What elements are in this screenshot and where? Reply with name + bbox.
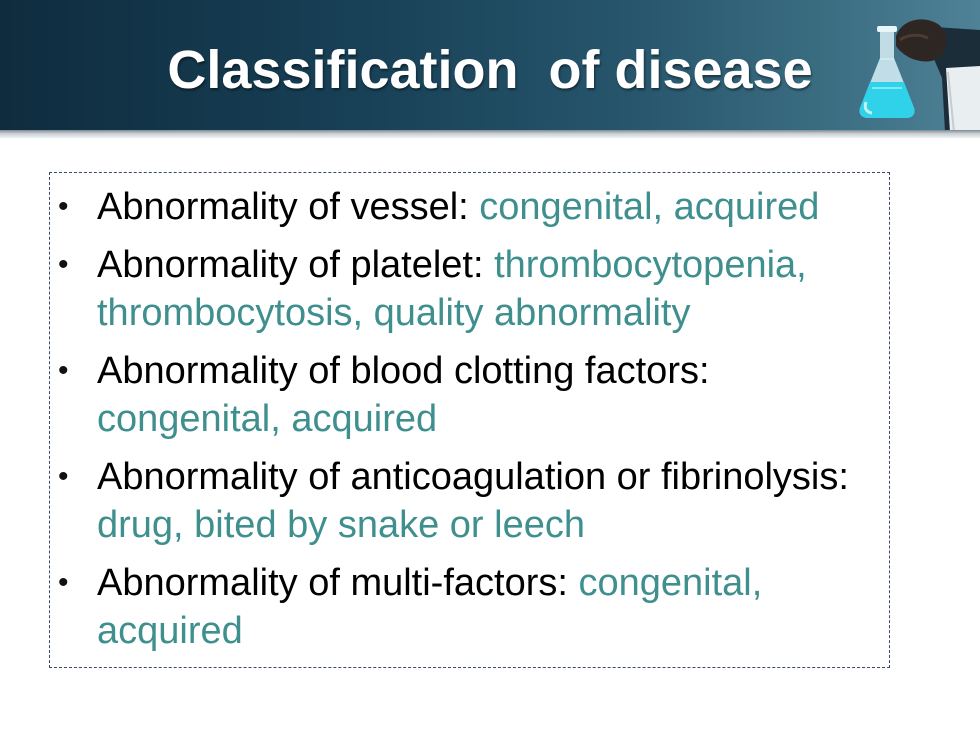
list-item bbox=[50, 559, 889, 655]
item-label: Abnormality of vessel: bbox=[97, 186, 480, 228]
item-detail: drug, bited by snake or leech bbox=[97, 504, 585, 546]
item-label: Abnormality of blood clotting factors: bbox=[97, 350, 710, 392]
content-box bbox=[49, 172, 890, 668]
list-item bbox=[50, 183, 889, 231]
classification-list bbox=[50, 173, 889, 655]
bullet: • bbox=[58, 190, 69, 223]
slide-title: Classification of disease bbox=[167, 40, 813, 100]
list-item bbox=[50, 453, 889, 549]
header-divider bbox=[0, 130, 980, 138]
list-item bbox=[50, 347, 889, 443]
item-label: Abnormality of anticoagulation or fibrinolysis: bbox=[97, 456, 849, 498]
title-banner bbox=[0, 0, 980, 132]
item-detail: congenital, acquired bbox=[97, 398, 438, 440]
item-detail: thrombocytopenia, thrombocytosis, quality abnormality bbox=[97, 244, 807, 334]
bullet: • bbox=[58, 354, 69, 387]
bullet: • bbox=[58, 460, 69, 493]
bullet: • bbox=[58, 248, 69, 281]
item-detail: congenital, acquired bbox=[97, 562, 763, 652]
item-label: Abnormality of multi-factors: bbox=[97, 562, 579, 604]
bullet: • bbox=[58, 566, 69, 599]
flask-in-hand-icon bbox=[850, 8, 980, 132]
list-item bbox=[50, 241, 889, 337]
item-label: Abnormality of platelet: bbox=[97, 244, 495, 286]
item-detail: congenital, acquired bbox=[479, 186, 820, 228]
